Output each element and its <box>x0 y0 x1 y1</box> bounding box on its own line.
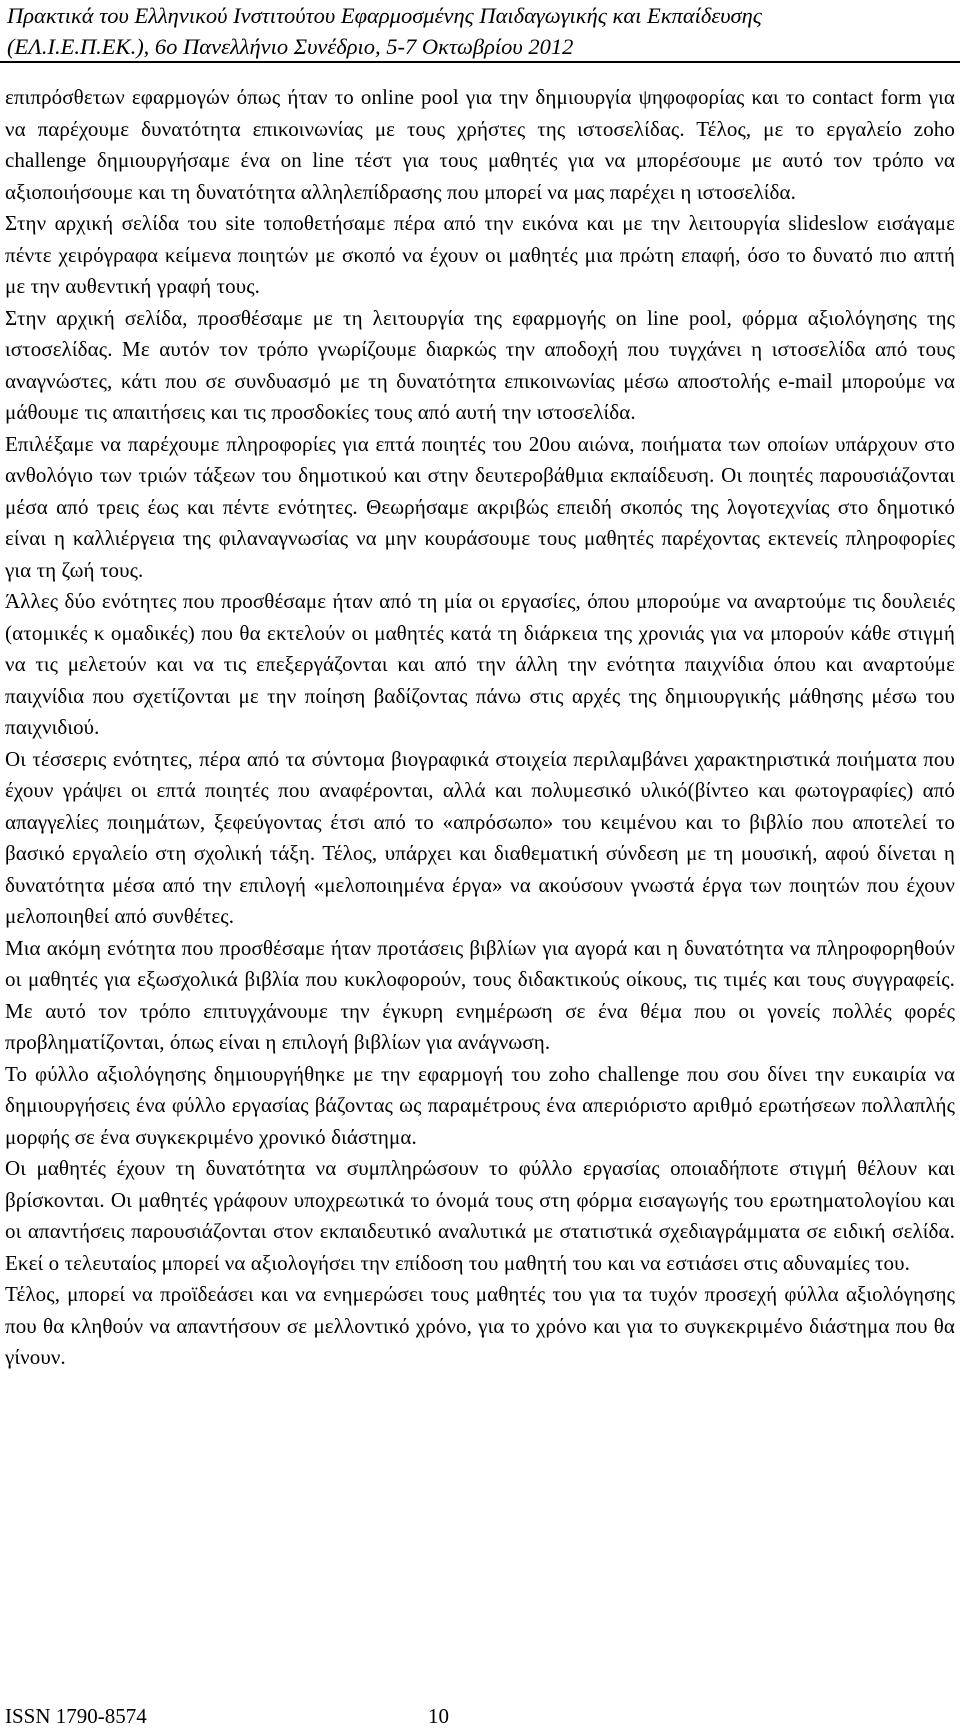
header-line-1: Πρακτικά του Ελληνικού Ινστιτούτου Εφαρμοσμένης Παιδαγωγικής και Εκπαίδευσης <box>7 3 762 28</box>
paragraph: Τέλος, μπορεί να προϊδεάσει και να ενημερώσει τους μαθητές του για τα τυχόν προσεχή φύλλα αξιολόγησης που θα κληθούν να απαντήσουν σε μελλοντικό χρόνο, για το χρόνο και για το συγκεκριμένο διάστημα που θα γίνουν. <box>5 1282 955 1369</box>
running-header <box>0 0 960 60</box>
issn-label: ISSN 1790-8574 <box>5 1704 147 1728</box>
page-number: 10 <box>428 1704 449 1728</box>
header-divider <box>0 61 960 63</box>
paragraph: Άλλες δύο ενότητες που προσθέσαμε ήταν από τη μία οι εργασίες, όπου μπορούμε να αναρτούμε τις δουλειές (ατομικές κ ομαδικές) που θα εκτελούν οι μαθητές κατά τη διάρκεια της χρονιάς για να μπορούν κάθε στιγμή να τις μελετούν και να τις επεξεργάζονται και από την άλλη την ενότητα παιχνίδια όπου και αναρτούμε παιχνίδια που σχετίζονται με την ποίηση βαδίζοντας πάνω στις αρχές της δημιουργικής μάθησης μέσω του παιχνιδιού. <box>5 589 955 739</box>
paragraph: Επιλέξαμε να παρέχουμε πληροφορίες για επτά ποιητές του 20ου αιώνα, ποιήματα των οποίων υπάρχουν στο ανθολόγιο των τριών τάξεων του δημοτικού και στην δευτεροβάθμια εκπαίδευση. Οι ποιητές παρουσιάζονται μέσα από τρεις έως και πέντε ενότητες. Θεωρήσαμε ακριβώς επειδή σκοπός της λογοτεχνίας στο δημοτικό είναι η καλλιέργεια της φιλαναγνωσίας να μην κουράσουμε τους μαθητές παρέχοντας εκτενείς πληροφορίες για τη ζωή τους. <box>5 431 955 582</box>
page-footer <box>5 1704 505 1728</box>
paragraph: Οι μαθητές έχουν τη δυνατότητα να συμπληρώσουν το φύλλο εργασίας οποιαδήποτε στιγμή θέλουν και βρίσκονται. Οι μαθητές γράφουν υποχρεωτικά το όνομά τους στη φόρμα εισαγωγής του ερωτηματολογίου και οι απαντήσεις παρουσιάζονται στον εκπαιδευτικό αναλυτικά με στατιστικά σχεδιαγράμματα σε ειδική σελίδα. Εκεί ο τελευταίος μπορεί να αξιολογήσει την επίδοση του μαθητή του και να εστιάσει στις αδυναμίες του. <box>5 1156 955 1275</box>
paragraph: επιπρόσθετων εφαρμογών όπως ήταν το online pool για την δημιουργία ψηφοφορίας και το contact form για να παρέχουμε δυνατότητα επικοινωνίας με τους χρήστες της ιστοσελίδας. Τέλος, με το εργαλείο zoho challenge δημιουργήσαμε ένα on line τέστ για τους μαθητές για να μπορέσουμε με αυτό τον τρόπο να αξιοποιήσουμε και τη δυνατότητα αλληλεπίδρασης που μπορεί να μας παρέχει η ιστοσελίδα. <box>5 85 955 204</box>
paragraph: Στην αρχική σελίδα του site τοποθετήσαμε πέρα από την εικόνα και με την λειτουργία slideslow εισάγαμε πέντε χειρόγραφα κείμενα ποιητών με σκοπό να έχουν οι μαθητές μια πρώτη επαφή, όσο το δυνατό πιο απτή με την αυθεντική γραφή τους. <box>5 211 955 298</box>
paragraph: Το φύλλο αξιολόγησης δημιουργήθηκε με την εφαρμογή του zoho challenge που σου δίνει την ευκαιρία να δημιουργήσεις ένα φύλλο εργασίας βάζοντας ως παραμέτρους ένα απεριόριστο αριθμό ερωτήσεων πολλαπλής μορφής σε ένα συγκεκριμένο χρονικό διάστημα. <box>5 1061 955 1149</box>
paragraph: Μια ακόμη ενότητα που προσθέσαμε ήταν προτάσεις βιβλίων για αγορά και η δυνατότητα να πληροφορηθούν οι μαθητές για εξωσχολικά βιβλία που κυκλοφορούν, τους διδακτικούς οίκους, τις τιμές και τους συγγραφείς. Με αυτό τον τρόπο επιτυγχάνουμε την έγκυρη ενημέρωση σε ένα θέμα που οι γονείς πολλές φορές προβληματίζονται, όπως είναι η επιλογή βιβλίων για ανάγνωση. <box>5 935 955 1054</box>
paragraph: Οι τέσσερις ενότητες, πέρα από τα σύντομα βιογραφικά στοιχεία περιλαμβάνει χαρακτηριστικά ποιήματα που έχουν γράψει οι επτά ποιητές που αναφέρονται, αλλά και πολυμεσικό υλικό(βίντεο και φωτογραφίες) από απαγγελίες ποιημάτων, ξεφεύγοντας έτσι από το «απρόσωπο» του κειμένου και το βιβλίο που αποτελεί το βασικό εργαλείο στη σχολική τάξη. Τέλος, υπάρχει και διαθεματική σύνδεση με τη μουσική, αφού δίνεται η δυνατότητα μέσα από την επιλογή «μελοποιημένα έργα» να ακούσουν γνωστά έργα των ποιητών που έχουν μελοποιηθεί από συνθέτες. <box>5 746 955 928</box>
header-line-2: (ΕΛ.Ι.Ε.Π.ΕΚ.), 6ο Πανελλήνιο Συνέδριο, 5-7 Οκτωβρίου 2012 <box>7 34 574 59</box>
article-body <box>5 82 955 1374</box>
paragraph: Στην αρχική σελίδα, προσθέσαμε με τη λειτουργία της εφαρμογής on line pool, φόρμα αξιολόγησης της ιστοσελίδας. Με αυτόν τον τρόπο γνωρίζουμε διαρκώς την αποδοχή που τυγχάνει η ιστοσελίδα από τους αναγνώστες, κάτι που σε συνδυασμό με τη δυνατότητα επικοινωνίας μέσω αποστολής e-mail μπορούμε να μάθουμε τις απαιτήσεις και τις προσδοκίες τους από αυτή την ιστοσελίδα. <box>5 305 955 424</box>
